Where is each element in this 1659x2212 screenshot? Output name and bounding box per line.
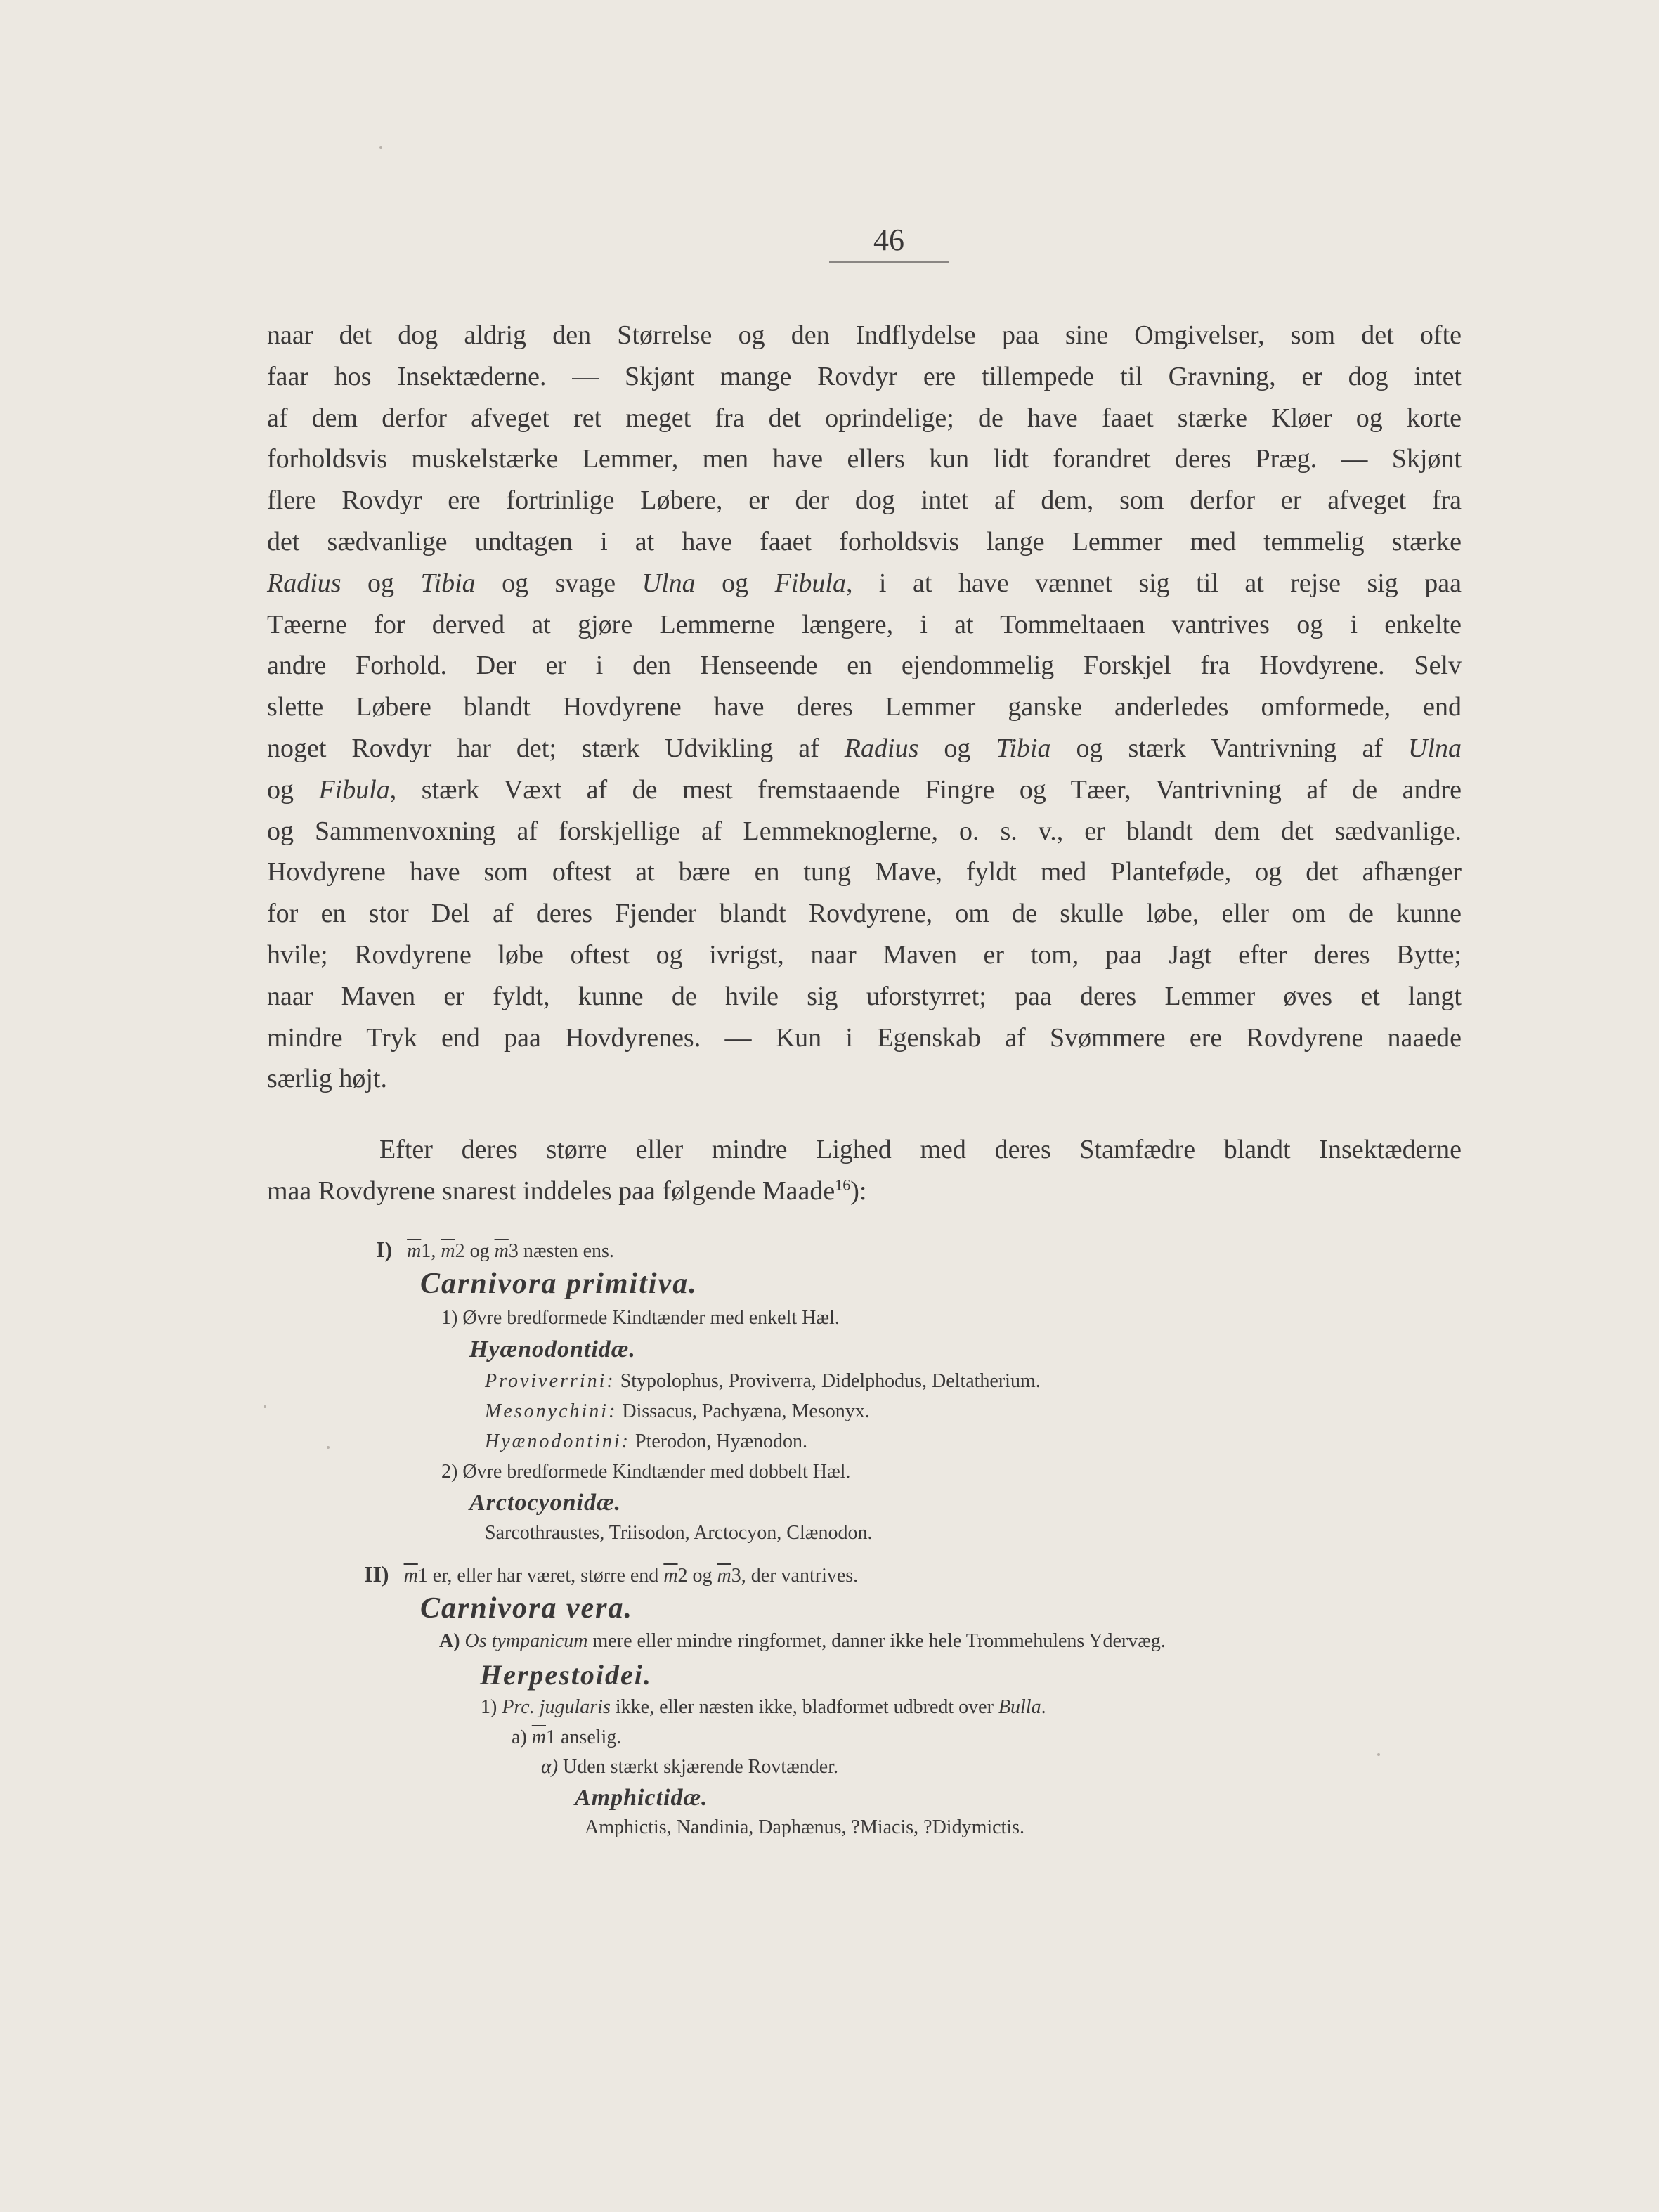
tribe-label: Hyænodontini: [485, 1431, 630, 1452]
tooth-symbol: $\overline{m}$ [403, 1565, 418, 1587]
text-line [267, 769, 1462, 811]
group-I-criterion [407, 1240, 614, 1262]
text-fragment: er, eller har været, større end [427, 1565, 664, 1587]
criterion-h1 [481, 1696, 1046, 1719]
text-fragment: 2 [677, 1565, 688, 1587]
family-amphictidae: Amphictidæ. [575, 1785, 708, 1811]
term-tibia: Tibia [420, 568, 476, 598]
text-line: andre Forhold. Der er i den Henseende en ejendommelig Forskjel fra Hovdyrene. Selv [267, 651, 1462, 681]
text-fragment: og [687, 1565, 717, 1587]
text-fragment: ikke, eller næsten ikke, bladformet udbredt over [610, 1696, 998, 1718]
tribe-label: Proviverrini: [485, 1370, 616, 1392]
criterion-1: 1) Øvre bredformede Kindtænder med enkelt Hæl. [441, 1307, 840, 1329]
term-ulna: Ulna [1408, 733, 1462, 763]
text-line: forholdsvis muskelstærke Lemmer, men have ellers kun lidt forandret deres Præg. — Skjønt [267, 444, 1462, 474]
text-line: Tæerne for derved at gjøre Lemmerne længere, i at Tommeltaaen vantrives og i enkelte [267, 609, 1462, 639]
text-fragment: næsten ens. [518, 1240, 614, 1262]
page-number: 46 [829, 219, 949, 263]
paper-speck [327, 1446, 330, 1449]
criterion-2: 2) Øvre bredformede Kindtænder med dobbelt Hæl. [441, 1461, 851, 1483]
term-ulna: Ulna [642, 568, 696, 598]
text-line: af dem derfor afveget ret meget fra det oprindelige; de have faaet stærke Kløer og korte [267, 403, 1462, 433]
text-line [267, 563, 1462, 604]
paragraph-1 [267, 315, 1462, 1100]
text-line: særlig højt. [267, 1064, 388, 1094]
tribe-proviverrini [485, 1370, 1041, 1393]
criterion-a [512, 1726, 621, 1749]
text-fragment: og svage [475, 568, 642, 598]
term-radius: Radius [267, 568, 341, 598]
text-line: det sædvanlige undtagen i at have faaet forholdsvis lange Lemmer med temmelig stærke [267, 526, 1462, 557]
text-fragment: mere eller mindre ringformet, danner ikke hele Trommehulens Ydervæg. [587, 1630, 1166, 1652]
text-fragment: , stærk Væxt af de mest fremstaaende Fingre og Tæer, Vantrivning af de andre [389, 774, 1462, 805]
superfamily-herpestoidei: Herpestoidei. [480, 1659, 652, 1691]
group-II-line [364, 1561, 858, 1587]
group-II-criterion [404, 1565, 859, 1587]
tooth-symbol: $\overline{m}$ [494, 1240, 509, 1262]
text-fragment: 1 [546, 1726, 556, 1748]
family-hyaenodontidae: Hyænodontidæ. [469, 1336, 636, 1362]
genus-list: Pterodon, Hyænodon. [630, 1431, 807, 1452]
group-I-line [376, 1237, 614, 1263]
text-fragment: , der vantrives. [741, 1565, 859, 1587]
term-fibula: Fibula [318, 774, 390, 805]
family-arctocyonidae: Arctocyonidæ. [469, 1490, 622, 1516]
text-fragment: anselig. [556, 1726, 622, 1748]
text-fragment: 3 [731, 1565, 741, 1587]
text-fragment: Uden stærkt skjærende Rovtænder. [563, 1756, 839, 1778]
genus-list-arctocyonidae: Sarcothraustes, Triisodon, Arctocyon, Clænodon. [485, 1522, 873, 1544]
text-line: faar hos Insektæderne. — Skjønt mange Rovdyr ere tillempede til Gravning, er dog intet [267, 361, 1462, 391]
tooth-symbol: $\overline{m}$ [663, 1565, 678, 1587]
text-line: Efter deres større eller mindre Lighed med deres Stamfædre blandt Insektæderne [379, 1135, 1462, 1164]
tribe-hyaenodontini [485, 1431, 807, 1453]
text-line: og Sammenvoxning af forskjellige af Lemmeknoglerne, o. s. v., er blandt dem det sædvanlige. [267, 816, 1462, 846]
criterion-A [439, 1630, 1166, 1653]
genus-list: Dissacus, Pachyæna, Mesonyx. [617, 1400, 870, 1422]
term-radius: Radius [844, 733, 919, 763]
genus-list: Stypolophus, Proviverra, Didelphodus, Deltatherium. [615, 1370, 1041, 1392]
text-fragment: noget Rovdyr har det; stærk Udvikling af [267, 733, 845, 763]
text-line [267, 1171, 1462, 1212]
tooth-symbol: $\overline{m}$ [407, 1240, 422, 1262]
text-fragment: og [695, 568, 775, 598]
tooth-symbol: $\overline{m}$ [717, 1565, 731, 1587]
text-fragment: maa Rovdyrene snarest inddeles paa følgende Maade [267, 1176, 835, 1206]
text-fragment: og [267, 774, 319, 805]
genus-list-amphictidae: Amphictis, Nandinia, Daphænus, ?Miacis, ?Didymictis. [585, 1816, 1025, 1838]
text-line: flere Rovdyr ere fortrinlige Løbere, er der dog intet af dem, som derfor er afveget fra [267, 486, 1462, 516]
text-fragment: α) [541, 1756, 564, 1778]
term-prc-jugularis: Prc. jugularis [502, 1696, 611, 1718]
text-line [267, 728, 1462, 769]
term-os-tympanicum: Os tympanicum [464, 1630, 588, 1652]
roman-numeral: II) [364, 1561, 389, 1587]
suborder-carnivora-vera: Carnivora vera. [420, 1592, 633, 1625]
text-line: slette Løbere blandt Hovdyrene have deres Lemmer ganske anderledes omformede, end [267, 692, 1462, 722]
text-fragment: 1 [421, 1240, 431, 1262]
text-fragment: og [918, 733, 996, 763]
criterion-alpha [541, 1756, 838, 1778]
text-line: hvile; Rovdyrene løbe oftest og ivrigst, naar Maven er tom, paa Jagt efter deres Bytte; [267, 939, 1462, 970]
text-line: for en stor Del af deres Fjender blandt Rovdyrene, om de skulle løbe, eller om de kunne [267, 899, 1462, 929]
text-line: mindre Tryk end paa Hovdyrenes. — Kun i Egenskab af Svømmere ere Rovdyrene naaede [267, 1022, 1462, 1053]
paper-speck [264, 1405, 266, 1408]
tribe-mesonychini [485, 1400, 870, 1423]
paragraph-2 [267, 1129, 1462, 1212]
term-tibia: Tibia [996, 733, 1051, 763]
text-line: Hovdyrene have som oftest at bære en tung Mave, fyldt med Planteføde, og det afhænger [267, 857, 1462, 887]
paper-speck [1377, 1753, 1380, 1756]
text-line: naar Maven er fyldt, kunne de hvile sig uforstyrret; paa deres Lemmer øves et langt [267, 981, 1462, 1011]
suborder-carnivora-primitiva: Carnivora primitiva. [420, 1268, 698, 1300]
term-fibula: Fibula [774, 568, 846, 598]
text-fragment: , [431, 1240, 441, 1262]
footnote-ref: 16 [835, 1176, 851, 1194]
text-fragment: og stærk Vantrivning af [1050, 733, 1408, 763]
term-bulla: Bulla [998, 1696, 1041, 1718]
text-fragment: og [341, 568, 421, 598]
tribe-label: Mesonychini: [485, 1400, 618, 1422]
paper-speck [379, 146, 382, 149]
text-fragment: og [464, 1240, 495, 1262]
text-fragment: 3 [508, 1240, 519, 1262]
text-fragment: 1 [417, 1565, 428, 1587]
text-fragment: . [1041, 1696, 1046, 1718]
text-fragment: a) [512, 1726, 532, 1748]
text-fragment: , i at have vænnet sig til at rejse sig paa [845, 568, 1462, 598]
text-fragment: 2 [455, 1240, 465, 1262]
text-line: naar det dog aldrig den Størrelse og den Indflydelse paa sine Omgivelser, som det ofte [267, 320, 1462, 350]
roman-numeral: I) [376, 1237, 393, 1262]
tooth-symbol: $\overline{m}$ [441, 1240, 455, 1262]
section-label: A) [439, 1630, 460, 1652]
tooth-symbol: $\overline{m}$ [531, 1726, 546, 1748]
text-fragment: ): [850, 1176, 867, 1206]
text-fragment: 1) [481, 1696, 502, 1718]
